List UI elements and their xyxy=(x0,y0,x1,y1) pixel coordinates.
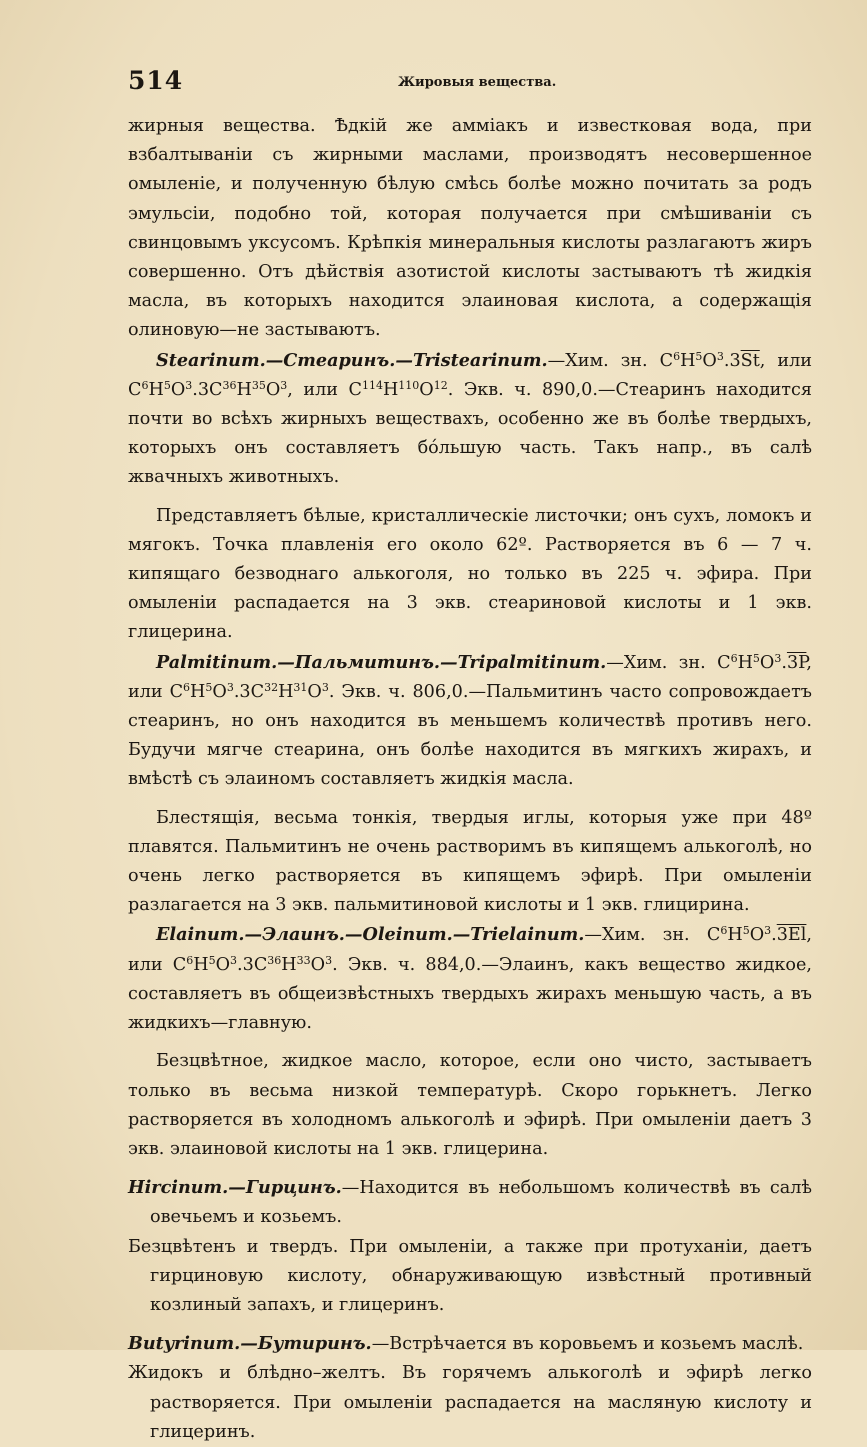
formula-sup: 5 xyxy=(205,680,213,694)
hircin-entry xyxy=(128,1173,812,1232)
running-title: Жировыя вещества. xyxy=(398,75,557,90)
butyrin-text: —Встрѣчается въ коровьемъ и козьемъ маслѣ. xyxy=(371,1334,804,1355)
formula-sup: 5 xyxy=(742,924,750,938)
formula-part: H xyxy=(281,954,297,975)
formula-sup: 3 xyxy=(321,680,329,694)
formula-part: O xyxy=(212,681,227,702)
stearin-term: Stearinum.—Стеаринъ.—Tristearinum. xyxy=(156,349,548,371)
formula-part: H xyxy=(737,652,753,673)
palmitin-term: Palmitinum.—Пальмитинъ.—Tripalmitinum. xyxy=(156,651,607,673)
formula-part: H xyxy=(193,954,209,975)
formula-sup: 31 xyxy=(293,680,308,694)
elain-term: Elainum.—Элаинъ.—Oleinum.—Trielainum. xyxy=(156,924,585,946)
formula-sup: 3 xyxy=(226,680,234,694)
formula-part: O xyxy=(759,652,775,673)
page-header xyxy=(128,66,808,100)
formula-part: H xyxy=(236,379,252,400)
formula-part: H xyxy=(680,350,696,371)
stearin-description: Представляетъ бѣлые, кристаллическіе листочки; онъ сухъ, ломокъ и мягокъ. Точка плавленія его около 62º. Растворяется въ 6 — 7 ч. кипящаго безводнаго алькоголя, но только въ 225 ч. эфира. При омыленіи распадается на 3 экв. стеариновой кислоты и 1 экв. глицерина. xyxy=(128,505,812,643)
formula-part: H xyxy=(278,681,294,702)
formula-sup: 3 xyxy=(280,378,288,392)
elain-description: Безцвѣтное, жидкое масло, которое, если оно чисто, застываетъ только въ весьма низкой температурѣ. Скоро горькнетъ. Легко растворяется въ холодномъ алькоголѣ и эфирѣ. При омыленіи даетъ 3 экв. элаиновой кислоты на 1 экв. глицерина. xyxy=(128,1051,812,1159)
formula-part: , или C xyxy=(128,350,812,400)
elain-entry xyxy=(128,920,812,1038)
formula-sup: 35 xyxy=(251,378,266,392)
formula-part: O xyxy=(749,925,765,946)
formula-sup: 114 xyxy=(361,378,383,392)
formula-part: .3C xyxy=(237,954,268,975)
formula-sup: 32 xyxy=(264,680,279,694)
formula-sup: 110 xyxy=(398,378,420,392)
formula-sup: 3 xyxy=(230,953,238,967)
formula-radical: 3El xyxy=(776,925,807,946)
formula-sup: 3 xyxy=(716,349,724,363)
formula-radical: $\overline{St}$ xyxy=(740,350,760,371)
formula-part: .3C xyxy=(192,379,223,400)
elain-text: . Экв. ч. 884,0.—Элаинъ, какъ вещество жидкое, составляетъ въ общеизвѣстныхъ твердыхъ жирахъ меньшую часть, а въ жидкихъ—главную. xyxy=(128,954,812,1034)
butyrin-description: Жидокъ и блѣдно–желтъ. Въ горячемъ алькоголѣ и эфирѣ легко растворяется. При омыленіи распадается на масляную кислоту и глицеринъ. xyxy=(128,1363,812,1442)
formula-part: O xyxy=(307,681,322,702)
formula-part: O xyxy=(170,379,186,400)
formula-part: H xyxy=(190,681,206,702)
palmitin-description: Блестящія, весьма тонкія, твердыя иглы, которыя уже при 48º плавятся. Пальмитинъ не очень растворимъ въ кипящемъ алькоголѣ, но очень легко растворяется въ кипящемъ эфирѣ. При омыленіи разлагается на 3 экв. пальмитиновой кислоты и 1 экв. глицирина. xyxy=(128,807,812,916)
formula-part: .3C xyxy=(233,681,265,702)
formula-part: .3 xyxy=(723,350,741,371)
palmitin-text: . Экв. ч. 806,0.—Пальмитинъ часто сопровождаетъ стеаринъ, но онъ находится въ меньшемъ количествѣ противъ него. Будучи мягче стеарина, онъ болѣе находится въ мягкихъ жирахъ, и вмѣстѣ съ элаиномъ составляетъ жидкія масла. xyxy=(128,681,812,790)
formula-sup: 3 xyxy=(774,651,782,665)
formula-sup: 6 xyxy=(730,651,738,665)
formula-part: —Хим. зн. C xyxy=(584,925,721,946)
butyrin-entry xyxy=(128,1329,812,1359)
formula-sup: 3 xyxy=(764,924,772,938)
formula-part: O xyxy=(310,954,326,975)
formula-part: , или C xyxy=(128,925,812,975)
formula-part: . xyxy=(771,925,777,946)
formula-sup: 6 xyxy=(141,378,149,392)
formula-sup: 5 xyxy=(695,349,703,363)
formula-sup: 36 xyxy=(222,378,237,392)
formula-part: O xyxy=(702,350,717,371)
hircin-description: Безцвѣтенъ и твердъ. При омыленіи, а также при протуханіи, даетъ гирциновую кислоту, обнаруживающую извѣстный противный козлиный запахъ, и глицеринъ. xyxy=(128,1236,812,1315)
formula-sup: 5 xyxy=(752,651,760,665)
formula-part: , или C xyxy=(287,379,362,400)
formula-sup: 6 xyxy=(183,680,191,694)
formula-part: O xyxy=(419,379,434,400)
formula-part: O xyxy=(265,379,281,400)
page-number: 514 xyxy=(128,66,184,95)
formula-part: , или C xyxy=(128,652,812,702)
palmitin-entry xyxy=(128,648,812,795)
formula-sup: 3 xyxy=(325,953,333,967)
intro-paragraph: жирныя вещества. Ѣдкій же амміакъ и известковая вода, при взбалтываніи съ жирными маслами, производятъ несовершенное омыленіе, и полученную бѣлую смѣсь болѣе можно почитать за родъ эмульсіи, подобно той, которая получается при смѣшиваніи съ свинцовымъ уксусомъ. Крѣпкія минеральныя кислоты разлагаютъ жиръ совершенно. Отъ дѣйствія азотистой кислоты застываютъ тѣ жидкія масла, въ которыхъ находится элаиновая кислота, а содержащія олиновую—не застываютъ. xyxy=(128,116,812,341)
formula-sup: 5 xyxy=(208,953,216,967)
formula-sup: 3 xyxy=(185,378,193,392)
formula-sup: 12 xyxy=(433,378,448,392)
hircin-term: Hircinum.—Гирцинъ. xyxy=(128,1177,342,1199)
formula-sup: 33 xyxy=(296,953,311,967)
formula-part: . xyxy=(781,652,787,673)
stearin-entry xyxy=(128,346,812,493)
formula-part: —Хим. зн. C xyxy=(547,350,674,371)
formula-part: H xyxy=(148,379,164,400)
formula-part: H xyxy=(382,379,399,400)
hircin-text: —Находится въ небольшомъ количествѣ въ салѣ овечьемъ и козьемъ. xyxy=(150,1178,812,1228)
butyrin-term: Butyrinum.—Бутиринъ. xyxy=(128,1333,372,1355)
formula-sup: 36 xyxy=(267,953,282,967)
formula-sup: 6 xyxy=(186,953,194,967)
page-body xyxy=(128,112,812,1447)
formula-radical: 3P xyxy=(786,652,807,673)
formula-part: —Хим. зн. C xyxy=(606,652,731,673)
formula-sup: 5 xyxy=(163,378,171,392)
formula-part: O xyxy=(215,954,231,975)
formula-sup: 6 xyxy=(673,349,681,363)
stearin-text: . Экв. ч. 890,0.—Стеаринъ находится почти во всѣхъ жирныхъ веществахъ, особенно же въ болѣе твердыхъ, которыхъ онъ составляетъ бо́льшую часть. Такъ напр., въ салѣ жвачныхъ животныхъ. xyxy=(128,379,812,488)
formula-sup: 6 xyxy=(720,924,728,938)
formula-part: H xyxy=(727,925,743,946)
